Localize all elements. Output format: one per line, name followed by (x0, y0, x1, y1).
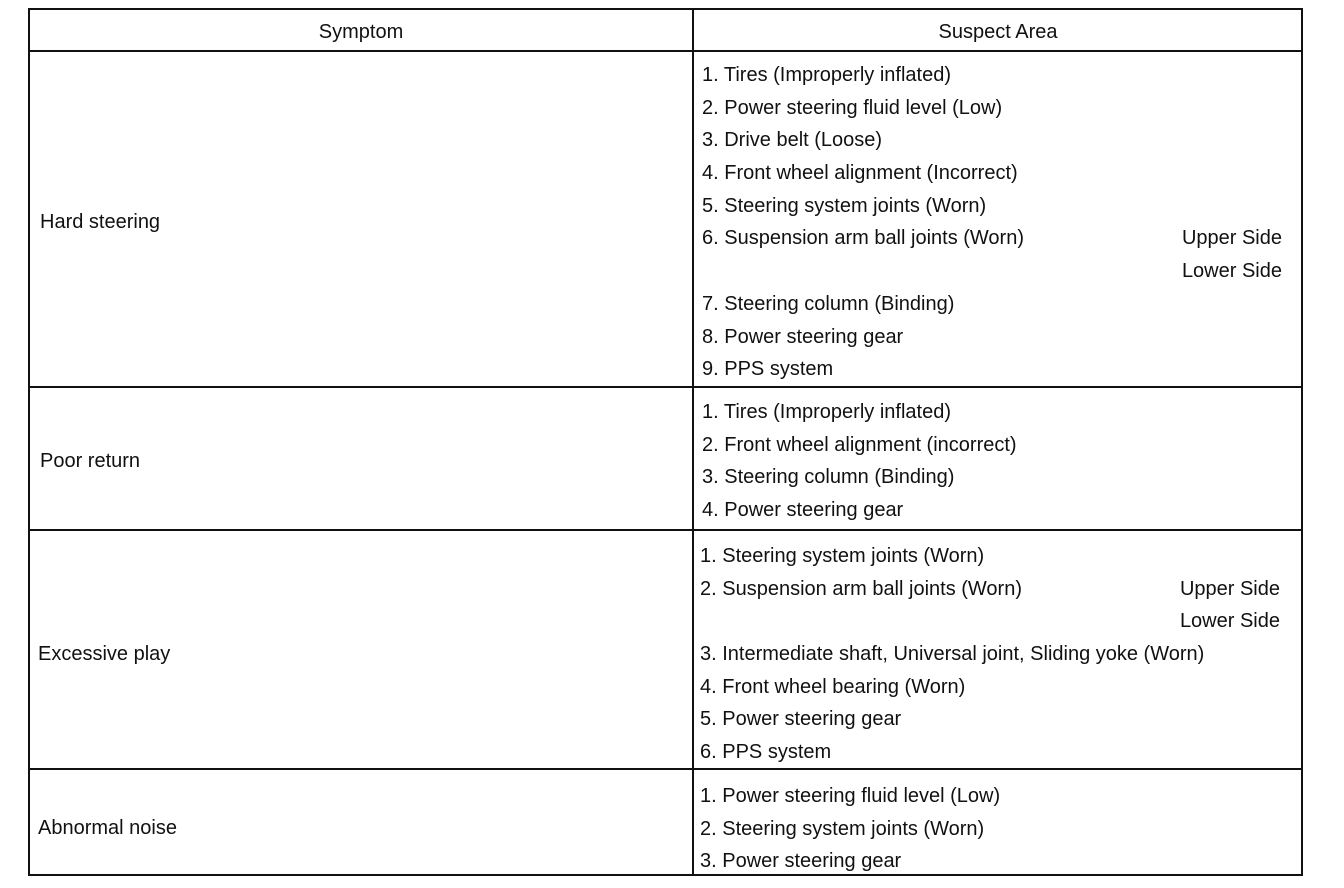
troubleshooting-table (28, 8, 1303, 876)
list-item: 2. Steering system joints (Worn) (700, 817, 985, 840)
list-item: 9. PPS system (702, 358, 834, 381)
list-item: 1. Steering system joints (Worn) (700, 545, 985, 567)
suspect-list-excessive-play (700, 540, 1280, 769)
symptom-abnormal-noise: Abnormal noise (38, 817, 177, 839)
upper-side-label: Upper Side (1181, 227, 1282, 250)
list-item: 7. Steering column (Binding) (702, 292, 955, 315)
list-item: 8. Power steering gear (702, 325, 904, 348)
list-item: 5. Power steering gear (700, 708, 902, 731)
list-item: 1. Tires (Improperly inflated) (702, 401, 951, 423)
column-divider (692, 10, 694, 874)
list-item: 2. Power steering fluid level (Low) (702, 96, 1003, 119)
list-item: 3. Drive belt (Loose) (702, 129, 883, 152)
list-item: 1. Tires (Improperly inflated) (702, 64, 951, 86)
list-item: 3. Steering column (Binding) (702, 466, 955, 489)
list-item: 2. Suspension arm ball joints (Worn) Upper Side Lower Side (700, 573, 1280, 606)
list-item: 1. Power steering fluid level (Low) (700, 785, 1001, 807)
list-item: 4. Front wheel bearing (Worn) (700, 675, 966, 698)
suspect-list-abnormal-noise (700, 780, 1280, 878)
list-item: 4. Power steering gear (702, 499, 904, 522)
row-divider (30, 386, 1301, 388)
header-symptom: Symptom (318, 21, 404, 43)
list-item: 5. Steering system joints (Worn) (702, 194, 987, 217)
lower-side-label: Lower Side (1181, 260, 1282, 283)
list-item: 6. Suspension arm ball joints (Worn) Upper Side Lower Side (702, 222, 1282, 255)
symptom-poor-return: Poor return (40, 450, 141, 472)
upper-side-label: Upper Side (1179, 577, 1280, 600)
list-item: 3. Power steering gear (700, 850, 902, 873)
header-divider (30, 50, 1301, 52)
list-item-spacer (702, 255, 1282, 288)
lower-side-label: Lower Side (1179, 610, 1280, 633)
symptom-excessive-play: Excessive play (38, 643, 171, 665)
list-item-spacer (700, 605, 1280, 638)
list-item: 3. Intermediate shaft, Universal joint, Sliding yoke (Worn) (700, 643, 1205, 666)
row-divider (30, 529, 1301, 531)
symptom-hard-steering: Hard steering (40, 211, 161, 233)
list-item: 2. Front wheel alignment (incorrect) (702, 433, 1017, 456)
list-item: 4. Front wheel alignment (Incorrect) (702, 162, 1018, 185)
suspect-list-hard-steering (702, 59, 1282, 386)
list-item: 6. PPS system (700, 741, 832, 764)
header-suspect-area: Suspect Area (938, 21, 1058, 43)
suspect-list-poor-return (702, 396, 1282, 527)
